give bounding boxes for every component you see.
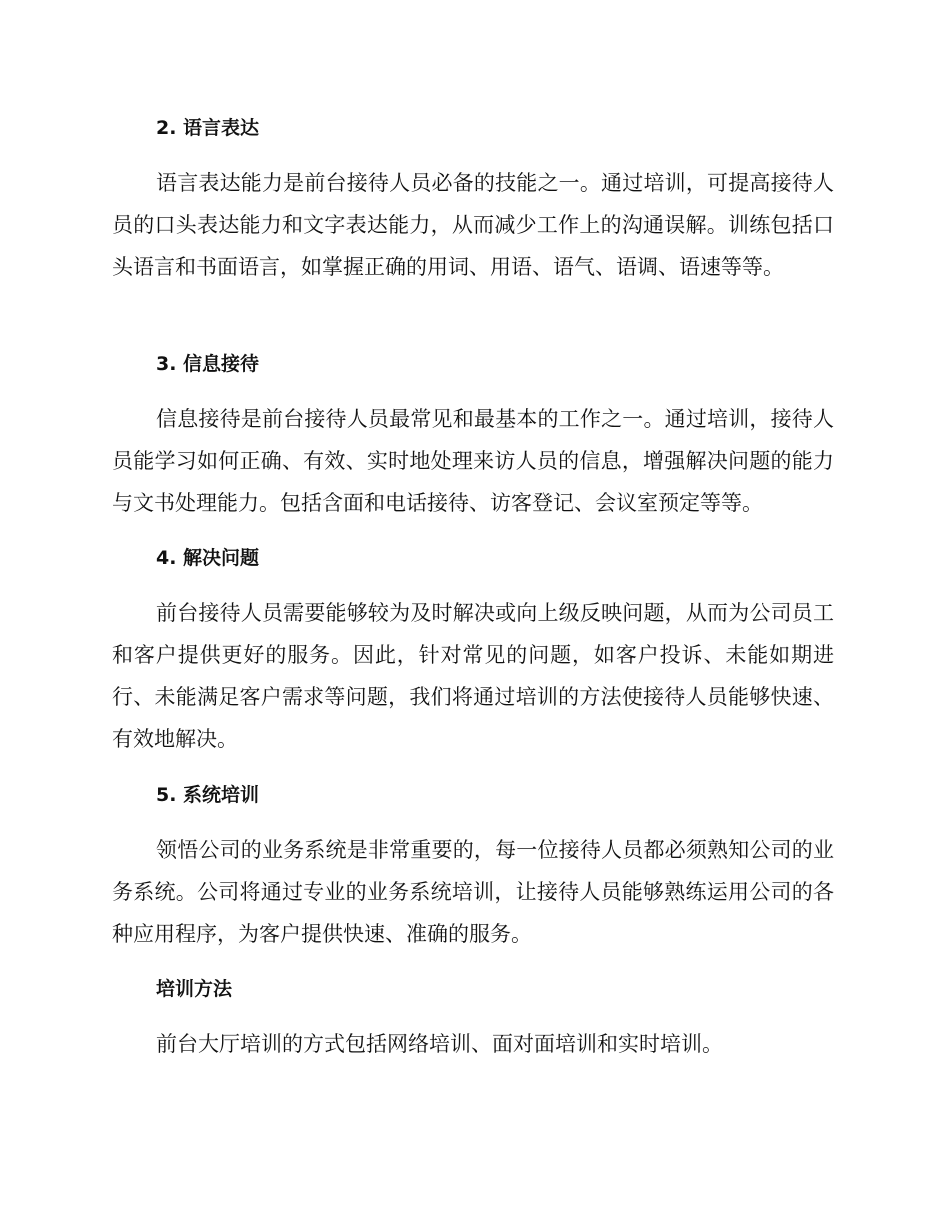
section-body-training-methods: 前台大厅培训的方式包括网络培训、面对面培训和实时培训。 — [156, 1032, 723, 1056]
section-heading-information-reception: 3. 信息接待 — [156, 353, 260, 375]
section-body-information-reception: 信息接待是前台接待人员最常见和最基本的工作之一。通过培训，接待人员能学习如何正确、有效、实时地处理来访人员的信息，增强解决问题的能力与文书处理能力。包括含面和电话接待、访客登记、会议室预定等等。 — [112, 407, 834, 515]
section-body-problem-solving: 前台接待人员需要能够较为及时解决或向上级反映问题，从而为公司员工和客户提供更好的服务。因此，针对常见的问题，如客户投诉、未能如期进行、未能满足客户需求等问题，我们将通过培训的方法使接待人员能够快速、有效地解决。 — [112, 601, 834, 751]
section-body-language-expression: 语言表达能力是前台接待人员必备的技能之一。通过培训，可提高接待人员的口头表达能力和文字表达能力，从而减少工作上的沟通误解。训练包括口头语言和书面语言，如掌握正确的用词、用语、语气、语调、语速等等。 — [112, 171, 834, 279]
section-heading-problem-solving: 4. 解决问题 — [156, 547, 260, 569]
section-heading-language-expression: 2. 语言表达 — [156, 117, 260, 139]
section-body-system-training: 领悟公司的业务系统是非常重要的，每一位接待人员都必须熟知公司的业务系统。公司将通过专业的业务系统培训，让接待人员能够熟练运用公司的各种应用程序，为客户提供快速、准确的服务。 — [112, 838, 834, 946]
section-heading-training-methods: 培训方法 — [156, 978, 233, 1000]
section-heading-system-training: 5. 系统培训 — [156, 784, 260, 806]
